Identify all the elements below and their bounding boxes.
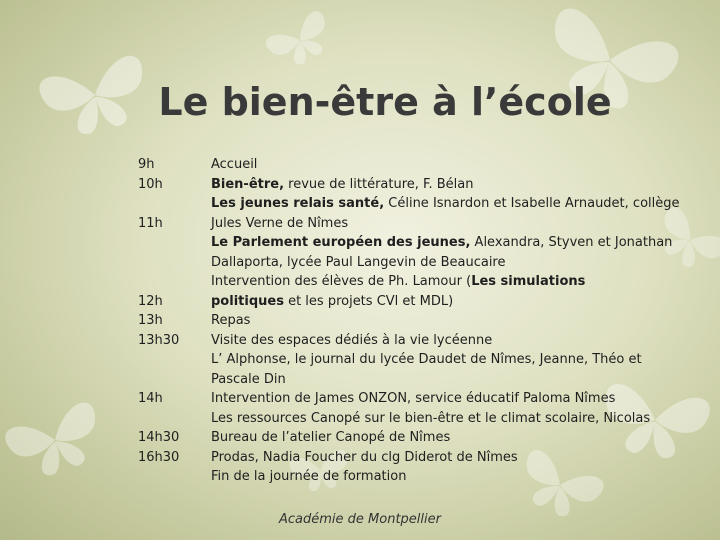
schedule-line <box>211 175 681 195</box>
schedule-line-segment: Alexandra, Styven et Jonathan <box>470 235 673 250</box>
schedule-line-segment: Intervention de James ONZON, service éducatif Paloma Nîmes <box>211 391 616 406</box>
schedule-line-segment: Intervention des élèves de Ph. Lamour ( <box>211 274 472 289</box>
schedule-time: 14h <box>138 391 163 406</box>
schedule-line-segment: Les simulations <box>471 274 586 289</box>
schedule-line-segment: politiques <box>211 293 284 309</box>
schedule-line <box>211 292 681 312</box>
schedule-line-segment: Dallaporta, lycée Paul Langevin de Beaucaire <box>211 254 506 270</box>
schedule-line <box>211 467 681 487</box>
schedule-line <box>211 155 681 175</box>
schedule-line-segment: Céline Isnardon et Isabelle Arnaudet, collège <box>384 196 680 211</box>
schedule-line-segment: Accueil <box>211 157 258 172</box>
schedule-line-segment: Repas <box>211 313 251 328</box>
butterfly-icon <box>263 8 338 75</box>
schedule-time: 13h <box>138 313 163 328</box>
schedule-time: 13h30 <box>138 332 180 348</box>
schedule-line-segment: L’ Alphonse, le journal du lycée Daudet de Nîmes, Jeanne, Théo et <box>211 352 642 367</box>
schedule-times <box>138 155 208 467</box>
schedule-line-segment: Les ressources Canopé sur le bien-être et le climat scolaire, Nicolas <box>211 410 651 426</box>
schedule-time: 11h <box>138 215 163 231</box>
schedule-line <box>211 311 681 331</box>
schedule-line-segment: Pascale Din <box>211 371 286 387</box>
schedule-line <box>211 409 681 429</box>
schedule-time <box>138 253 208 273</box>
slide-footer: Académie de Montpellier <box>279 512 441 527</box>
schedule-line-segment: Prodas, Nadia Foucher du clg Diderot de Nîmes <box>211 449 518 465</box>
butterfly-icon <box>2 400 109 486</box>
schedule-line <box>211 214 681 234</box>
schedule-line-segment: revue de littérature, F. Bélan <box>284 176 474 192</box>
schedule-time <box>138 233 208 253</box>
schedule-time <box>138 350 208 370</box>
schedule-line <box>211 428 681 448</box>
schedule-time: 14h30 <box>138 430 180 445</box>
schedule-time: 12h <box>138 293 163 309</box>
schedule-line <box>211 253 681 273</box>
schedule-time: 10h <box>138 176 163 192</box>
schedule-line-segment: Visite des espaces dédiés à la vie lycéenne <box>211 332 493 348</box>
schedule-line <box>211 389 681 409</box>
schedule-time <box>138 194 208 214</box>
schedule-line-segment: Bureau de l’atelier Canopé de Nîmes <box>211 430 451 445</box>
schedule-line-segment: Bien-être, <box>211 176 285 192</box>
schedule-line-segment: et les projets CVl et MDL) <box>283 293 454 309</box>
schedule-time <box>138 370 208 390</box>
schedule-line-segment: Fin de la journée de formation <box>211 469 407 484</box>
schedule-line-segment: Le Parlement européen des jeunes, <box>211 235 471 250</box>
schedule-line <box>211 370 681 390</box>
slide-title: Le bien-être à l’école <box>158 80 612 124</box>
schedule-line <box>211 272 681 292</box>
schedule-line-segment: Jules Verne de Nîmes <box>211 215 349 231</box>
schedule-lines <box>211 155 681 487</box>
schedule-line <box>211 233 681 253</box>
schedule-line <box>211 350 681 370</box>
schedule-line <box>211 194 681 214</box>
schedule-line-segment: Les jeunes relais santé, <box>211 196 385 211</box>
schedule-time: 9h <box>138 157 155 172</box>
schedule-time: 16h30 <box>138 449 180 465</box>
schedule-line <box>211 448 681 468</box>
schedule-line <box>211 331 681 351</box>
schedule-time <box>138 272 208 292</box>
schedule-time <box>138 409 208 429</box>
